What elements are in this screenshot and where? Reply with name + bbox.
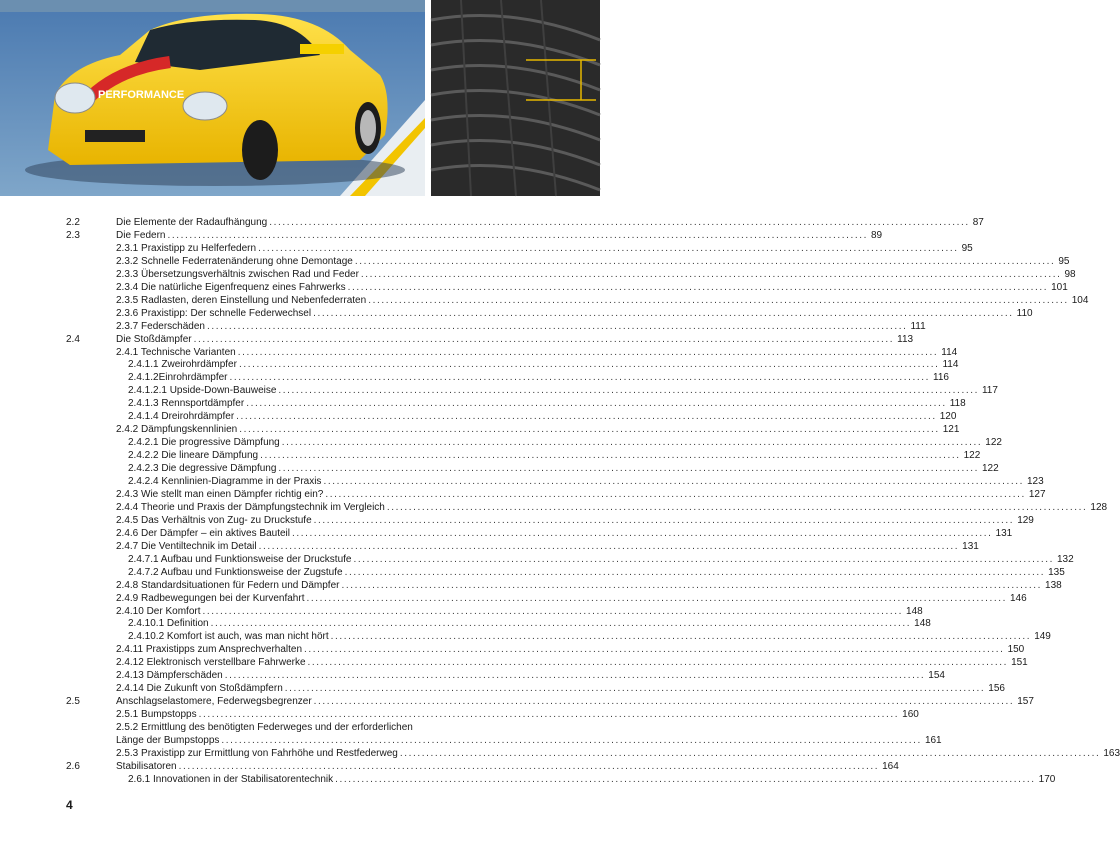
toc-entry-title: 2.4.2.4 Kennlinien-Diagramme in der Praxis <box>128 476 322 487</box>
toc-leader-dots: ................................................................................................................................................................ <box>354 255 1056 267</box>
toc-entry-title: 2.5.2 Ermittlung des benötigten Federweges und der erforderlichen <box>116 722 413 734</box>
toc-page-number: 132 <box>1057 553 1074 565</box>
toc-entry-title: 2.3.4 Die natürliche Eigenfrequenz eines Fahrwerks <box>116 281 346 293</box>
toc-row <box>0 397 966 410</box>
toc-row <box>0 708 919 721</box>
toc-entry-title: 2.4.1.2Einrohrdämpfer <box>128 372 228 384</box>
toc-entry-title: 2.4.2 Dämpfungskennlinien <box>116 424 238 436</box>
toc-row <box>0 229 883 242</box>
toc-row <box>0 773 1056 786</box>
toc-leader-dots: ................................................................................................................................................................ <box>304 644 1005 656</box>
toc-page-number: 163 <box>1103 747 1120 759</box>
toc-leader-dots: ................................................................................................................................................................ <box>330 631 1032 643</box>
toc-leader-dots: ................................................................................................................................................................ <box>202 605 904 617</box>
toc-entry-title: 2.4.13 Dämpferschäden <box>116 670 223 682</box>
toc-page-number: 129 <box>1017 514 1034 526</box>
toc-row <box>0 462 999 475</box>
toc-row <box>0 721 600 734</box>
toc-page-number: 151 <box>1011 657 1028 669</box>
toc-page-number: 95 <box>961 242 973 254</box>
toc-entry-title: Die Federn <box>116 229 166 241</box>
toc-entry-title: 2.4.10.1 Definition <box>128 618 209 630</box>
toc-page-number: 122 <box>963 450 981 462</box>
page-number: 4 <box>66 798 73 812</box>
toc-entry-title: 2.4.9 Radbewegungen bei der Kurvenfahrt <box>116 592 305 604</box>
toc-row <box>0 384 998 397</box>
toc-page-number: 122 <box>981 463 999 475</box>
toc-entry-title: 2.4.2.3 Die degressive Dämpfung <box>128 463 277 475</box>
toc-leader-dots: ................................................................................................................................................................ <box>193 333 895 345</box>
toc-row <box>0 553 1074 566</box>
toc-page-number: 148 <box>914 618 931 630</box>
toc-entry-title: 2.4.8 Standardsituationen für Federn und Dämpfer <box>116 579 340 591</box>
toc-entry-title: 2.4.5 Das Verhältnis von Zug- zu Druckstufe <box>116 514 312 526</box>
car-photo <box>0 0 425 196</box>
toc-row <box>0 281 1068 294</box>
toc-page-number: 121 <box>942 424 960 436</box>
toc-leader-dots: ................................................................................................................................................................ <box>269 217 970 228</box>
toc-page-number: 104 <box>1071 294 1089 306</box>
toc-leader-dots: ................................................................................................................................................................ <box>347 281 1049 293</box>
toc-entry-title: 2.4.10.2 Komfort ist auch, was man nicht hört <box>128 631 329 643</box>
toc-entry-title: 2.3.2 Schnelle Federratenänderung ohne Demontage <box>116 255 353 267</box>
toc-leader-dots: ................................................................................................................................................................ <box>307 657 1009 669</box>
toc-page-number: 113 <box>897 333 914 345</box>
toc-entry-title: 2.4.1 Technische Varianten <box>116 346 236 358</box>
toc-page-number: 114 <box>942 359 959 371</box>
toc-leader-dots: ................................................................................................................................................................ <box>353 553 1054 565</box>
toc-page-number: 154 <box>928 670 945 682</box>
toc-page-number: 156 <box>988 683 1005 695</box>
toc-leader-dots: ................................................................................................................................................................ <box>236 411 937 423</box>
toc-row <box>0 371 949 384</box>
toc-leader-dots: ................................................................................................................................................................ <box>221 735 922 746</box>
toc-leader-dots: ................................................................................................................................................................ <box>323 476 1024 487</box>
toc-page-number: 116 <box>933 372 949 384</box>
toc-page-number: 128 <box>1090 501 1108 513</box>
toc-entry-title: Stabilisatoren <box>116 760 177 772</box>
toc-entry-title: 2.4.10 Der Komfort <box>116 605 201 617</box>
toc-page-number: 148 <box>906 605 923 617</box>
toc-entry-title: 2.4.4 Theorie und Praxis der Dämpfungstechnik im Vergleich <box>116 501 385 513</box>
toc-page-number: 127 <box>1028 488 1046 500</box>
toc-row <box>0 630 1051 643</box>
toc-row <box>0 410 957 423</box>
toc-row <box>0 579 1062 592</box>
toc-page-number: 123 <box>1026 476 1044 487</box>
toc-row <box>0 669 945 682</box>
toc-page-number: 117 <box>981 385 998 397</box>
toc-leader-dots: ................................................................................................................................................................ <box>281 437 983 449</box>
toc-row <box>0 242 973 255</box>
toc-row <box>0 423 960 436</box>
toc-page-number: 89 <box>871 229 883 241</box>
toc-section-number: 2.4 <box>66 333 80 345</box>
toc-entry-title: 2.4.1.3 Rennsportdämpfer <box>128 398 245 410</box>
toc-page-number: 150 <box>1007 644 1025 656</box>
toc-entry-title: 2.4.14 Die Zukunft von Stoßdämpfern <box>116 683 283 695</box>
toc-row <box>0 656 1028 669</box>
car-decal-text: PERFORMANCE <box>98 89 185 101</box>
toc-leader-dots: ................................................................................................................................................................ <box>291 527 993 539</box>
toc-row <box>0 307 1033 320</box>
toc-row <box>0 527 1013 540</box>
toc-page-number: 95 <box>1058 255 1070 267</box>
toc-section-number: 2.3 <box>66 229 80 241</box>
toc-page-number: 98 <box>1064 268 1076 280</box>
toc-entry-title: 2.6.1 Innovationen in der Stabilisatorentechnik <box>128 773 334 785</box>
toc-entry-title: 2.4.3 Wie stellt man einen Dämpfer richtig ein? <box>116 488 324 500</box>
toc-entry-title: 2.5.3 Praxistipp zur Ermittlung von Fahrhöhe und Restfederweg <box>116 747 398 759</box>
toc-section-number: 2.5 <box>66 696 80 708</box>
toc-leader-dots: ................................................................................................................................................................ <box>313 307 1014 319</box>
toc-leader-dots: ................................................................................................................................................................ <box>246 398 947 410</box>
toc-row <box>0 294 1089 307</box>
toc-entry-title: 2.4.2.1 Die progressive Dämpfung <box>128 437 280 449</box>
toc-row <box>0 734 942 747</box>
toc-page-number: 149 <box>1034 631 1051 643</box>
toc-leader-dots: ................................................................................................................................................................ <box>198 709 900 721</box>
toc-page-number: 138 <box>1045 579 1062 591</box>
toc-entry-title: 2.4.6 Der Dämpfer – ein aktives Bauteil <box>116 527 290 539</box>
toc-row <box>0 501 1108 514</box>
toc-row <box>0 475 1044 488</box>
toc-row <box>0 540 979 553</box>
toc-row <box>0 514 1034 527</box>
toc-entry-title: Die Elemente der Radaufhängung <box>116 217 268 228</box>
toc-row <box>0 695 1034 708</box>
toc-leader-dots: ................................................................................................................................................................ <box>238 359 940 371</box>
toc-entry-title: Anschlagselastomere, Federwegsbegrenzer <box>116 696 312 708</box>
toc-entry-title: Die Stoßdämpfer <box>116 333 192 345</box>
toc-page-number: 122 <box>985 437 1002 449</box>
toc-row <box>0 346 958 359</box>
toc-page-number: 164 <box>882 760 899 772</box>
toc-entry-title: 2.5.1 Bumpstopps <box>116 709 197 721</box>
toc-leader-dots: ................................................................................................................................................................ <box>278 385 979 397</box>
toc-entry-title: 2.4.1.1 Zweirohrdämpfer <box>128 359 237 371</box>
toc-leader-dots: ................................................................................................................................................................ <box>206 320 908 332</box>
toc-entry-title: 2.4.7 Die Ventiltechnik im Detail <box>116 540 257 552</box>
toc-section-number: 2.2 <box>66 217 80 228</box>
toc-entry-title: 2.3.3 Übersetzungsverhältnis zwischen Rad und Feder <box>116 268 359 280</box>
toc-page-number: 157 <box>1017 696 1034 708</box>
toc-row <box>0 255 1070 268</box>
toc-row <box>0 436 1002 449</box>
toc-entry-title: Länge der Bumpstopps <box>116 735 220 746</box>
toc-entry-title: 2.4.2.2 Die lineare Dämpfung <box>128 450 259 462</box>
toc-leader-dots: ................................................................................................................................................................ <box>258 242 959 254</box>
toc-leader-dots: ................................................................................................................................................................ <box>325 488 1026 500</box>
toc-leader-dots: ................................................................................................................................................................ <box>313 514 1015 526</box>
toc-row <box>0 682 1005 695</box>
toc-entry-title: 2.4.7.2 Aufbau und Funktionsweise der Zugstufe <box>128 566 343 578</box>
toc-leader-dots: ................................................................................................................................................................ <box>239 424 940 436</box>
toc-leader-dots: ................................................................................................................................................................ <box>210 618 912 630</box>
toc-row <box>0 358 959 371</box>
toc-row <box>0 617 931 630</box>
toc-entry-title: 2.3.7 Federschäden <box>116 320 205 332</box>
toc-row <box>0 268 1076 281</box>
toc-page-number: 160 <box>902 709 919 721</box>
toc-leader-dots: ................................................................................................................................................................ <box>335 773 1036 785</box>
toc-leader-dots: ................................................................................................................................................................ <box>399 747 1101 759</box>
toc-leader-dots: ................................................................................................................................................................ <box>313 696 1015 708</box>
toc-entry-title: 2.4.11 Praxistipps zum Ansprechverhalten <box>116 644 303 656</box>
toc-leader-dots: ................................................................................................................................................................ <box>344 566 1046 578</box>
toc-entry-title: 2.3.1 Praxistipp zu Helferfedern <box>116 242 257 254</box>
toc-entry-title: 2.4.12 Elektronisch verstellbare Fahrwerke <box>116 657 306 669</box>
toc-row <box>0 747 1120 760</box>
toc-page-number: 118 <box>949 398 966 410</box>
toc-page-number: 146 <box>1010 592 1027 604</box>
toc-leader-dots: ................................................................................................................................................................ <box>258 540 960 552</box>
toc-page-number: 111 <box>910 320 926 332</box>
toc-entry-title: 2.3.6 Praxistipp: Der schnelle Federwechsel <box>116 307 312 319</box>
toc-row <box>0 449 981 462</box>
toc-row <box>0 566 1065 579</box>
toc-row <box>0 760 899 773</box>
tire-photo <box>431 0 600 196</box>
toc-row <box>0 333 914 346</box>
toc-leader-dots: ................................................................................................................................................................ <box>229 372 931 384</box>
toc-section-number: 2.6 <box>66 760 80 772</box>
toc-leader-dots: ................................................................................................................................................................ <box>167 229 868 241</box>
toc-leader-dots: ................................................................................................................................................................ <box>278 463 979 475</box>
toc-leader-dots: ................................................................................................................................................................ <box>368 294 1069 306</box>
toc-entry-title: 2.4.7.1 Aufbau und Funktionsweise der Druckstufe <box>128 553 352 565</box>
toc-leader-dots: ................................................................................................................................................................ <box>284 683 986 695</box>
toc-entry-title: 2.4.1.2.1 Upside-Down-Bauweise <box>128 385 277 397</box>
toc-leader-dots: ................................................................................................................................................................ <box>360 268 1062 280</box>
toc-page-number: 114 <box>941 346 958 358</box>
toc-page-number: 101 <box>1051 281 1068 293</box>
toc-leader-dots: ................................................................................................................................................................ <box>224 670 926 682</box>
toc-leader-dots: ................................................................................................................................................................ <box>386 501 1088 513</box>
toc-row <box>0 605 923 618</box>
toc-row <box>0 320 926 333</box>
toc-leader-dots: ................................................................................................................................................................ <box>237 346 939 358</box>
toc-page-number: 131 <box>995 527 1013 539</box>
toc-page-number: 161 <box>924 735 942 746</box>
toc-row <box>0 643 1025 656</box>
toc-leader-dots: ................................................................................................................................................................ <box>306 592 1007 604</box>
toc-row <box>0 488 1046 501</box>
toc-leader-dots: ................................................................................................................................................................ <box>341 579 1043 591</box>
toc-row <box>0 216 984 229</box>
toc-page-number: 110 <box>1016 307 1033 319</box>
toc-page-number: 120 <box>939 411 957 423</box>
toc-page-number: 170 <box>1038 773 1056 785</box>
toc-leader-dots: ................................................................................................................................................................ <box>178 760 880 772</box>
toc-row <box>0 592 1027 605</box>
toc-page-number: 87 <box>972 217 984 228</box>
toc-page-number: 131 <box>962 540 979 552</box>
toc-leader-dots: ................................................................................................................................................................ <box>260 450 961 462</box>
toc-page-number: 135 <box>1048 566 1065 578</box>
toc-entry-title: 2.4.1.4 Dreirohrdämpfer <box>128 411 235 423</box>
toc-entry-title: 2.3.5 Radlasten, deren Einstellung und Nebenfederraten <box>116 294 367 306</box>
